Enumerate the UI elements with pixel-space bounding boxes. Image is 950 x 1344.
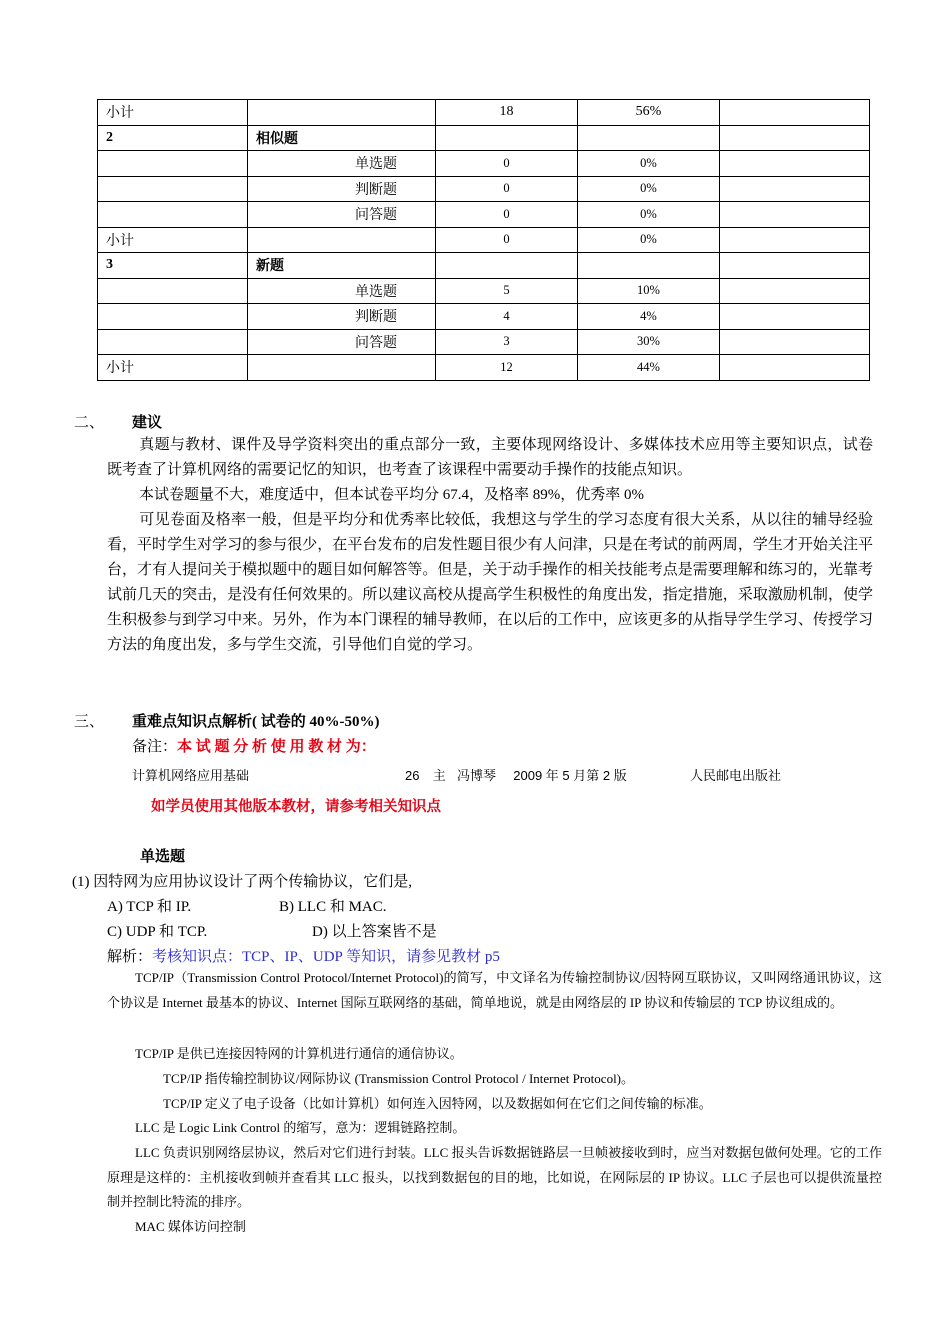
textbook-publisher: 人民邮电出版社 (690, 768, 782, 783)
table-cell-c3: 12 (436, 355, 578, 381)
table-cell-c1 (98, 202, 248, 228)
table-cell-c5 (720, 202, 870, 228)
explanation-line: TCP/IP 指传输控制协议/网际协议 (Transmission Control Protocol / Internet Protocol)。 (163, 1071, 635, 1086)
table-cell-c1 (98, 278, 248, 304)
table-section-row (98, 125, 870, 151)
paragraph-text: 本试卷题量不大，难度适中，但本试卷平均分 67.4，及格率 89%，优秀率 0% (139, 487, 644, 503)
section-3-heading (74, 710, 380, 731)
analysis-line (107, 945, 500, 966)
table-cell-c3: 5 (436, 278, 578, 304)
table-cell-c3: 4 (436, 304, 578, 330)
table-row (98, 304, 870, 330)
table-row (98, 329, 870, 355)
section-2-heading (74, 411, 162, 432)
table-cell-c4: 44% (578, 355, 720, 381)
table-cell-c1: 3 (98, 253, 248, 279)
table-cell-c1 (98, 304, 248, 330)
table-cell-c5 (720, 253, 870, 279)
note-line (132, 735, 376, 756)
table-cell-c2: 问答题 (248, 329, 436, 355)
table-cell-c5 (720, 227, 870, 253)
analysis-text: 考核知识点：TCP、IP、UDP 等知识，请参见教材 p5 (152, 949, 500, 965)
paragraph (107, 433, 873, 483)
table-cell-c2: 单选题 (248, 278, 436, 304)
table-cell-c3: 18 (436, 100, 578, 126)
table-cell-c2: 判断题 (248, 176, 436, 202)
table-cell-c5 (720, 278, 870, 304)
table-cell-c5 (720, 151, 870, 177)
table-cell-c4: 0% (578, 176, 720, 202)
table-cell-c4: 0% (578, 151, 720, 177)
table-cell-c1: 小计 (98, 100, 248, 126)
table-cell-c5 (720, 125, 870, 151)
paragraph-text: 可见卷面及格率一般，但是平均分和优秀率比较低，我想这与学生的学习态度有很大关系，从以往的辅导经验看，平时学生对学习的参与很少，在平台发布的启发性题目很少有人问津，只是在考试的前两周，学生才开始关注平台，才有人提问关于模拟题中的题目如何解答等。但是，关于动手操作的相关技能考点是需要理解和练习的，光靠考试前几天的突击，是没有任何效果的。所以建议高校从提高学生积极性的角度出发，指定措施，采取激励机制，使学生积极参与到学习中来。另外，作为本门课程的辅导教师，在以后的工作中，应该更多的从指导学生学习、传授学习方法的角度出发，多与学生交流，引导他们自觉的学习。 (107, 512, 873, 653)
table-cell-c4: 10% (578, 278, 720, 304)
textbook-meta (405, 765, 627, 784)
stats-table (97, 99, 870, 381)
explanation-text: TCP/IP（Transmission Control Protocol/Internet Protocol)的简写，中文译名为传输控制协议/因特网互联协议，又叫网络通讯协议，这个协议是 Internet 最基本的协议、Internet 国际互联网络的基础，简单地说，就是由网络层的 IP 协议和传输层的 TCP 协议组成的。 (107, 970, 882, 1010)
table-cell-c3: 0 (436, 227, 578, 253)
option-b: B) LLC 和 MAC. (279, 899, 387, 915)
textbook-num: 26 (405, 768, 420, 783)
table-cell-c2: 判断题 (248, 304, 436, 330)
textbook-edition: 2009 年 5 月第 2 版 (513, 768, 627, 783)
textbook-author: 冯博琴 (456, 768, 496, 783)
table-cell-c1 (98, 176, 248, 202)
table-cell-c3: 3 (436, 329, 578, 355)
table-cell-c3 (436, 125, 578, 151)
table-cell-c4: 0% (578, 202, 720, 228)
table-subtotal-row (98, 227, 870, 253)
paragraph (107, 508, 873, 658)
table-cell-c2: 单选题 (248, 151, 436, 177)
explanation-paragraph (107, 966, 882, 1015)
section-number: 三、 (74, 714, 105, 730)
question-type-heading: 单选题 (140, 849, 186, 865)
explanation-line: MAC 媒体访问控制 (135, 1219, 246, 1234)
table-cell-c5 (720, 329, 870, 355)
explanation-line: TCP/IP 定义了电子设备（比如计算机）如何连入因特网，以及数据如何在它们之间传输的标准。 (163, 1096, 712, 1111)
table-cell-c2: 新题 (248, 253, 436, 279)
table-section-row (98, 253, 870, 279)
option-d: D) 以上答案皆不是 (312, 924, 437, 940)
table-cell-c2: 相似题 (248, 125, 436, 151)
textbook-name: 计算机网络应用基础 (132, 768, 250, 783)
table-cell-c4: 30% (578, 329, 720, 355)
table-cell-c4: 56% (578, 100, 720, 126)
textbook-line (132, 765, 249, 784)
table-subtotal-row (98, 355, 870, 381)
table-cell-c2 (248, 355, 436, 381)
table-cell-c5 (720, 100, 870, 126)
table-cell-c2 (248, 100, 436, 126)
table-cell-c4 (578, 253, 720, 279)
option-a: A) TCP 和 IP. (107, 899, 192, 915)
table-row (98, 151, 870, 177)
table-cell-c2: 问答题 (248, 202, 436, 228)
explanation-line: TCP/IP 是供已连接因特网的计算机进行通信的通信协议。 (135, 1046, 463, 1061)
red-notice: 如学员使用其他版本教材，请参考相关知识点 (151, 799, 441, 815)
table-cell-c5 (720, 355, 870, 381)
table-cell-c4: 0% (578, 227, 720, 253)
table-cell-c3 (436, 253, 578, 279)
table-cell-c5 (720, 304, 870, 330)
paragraph (107, 483, 873, 508)
table-cell-c3: 0 (436, 151, 578, 177)
table-cell-c1: 小计 (98, 355, 248, 381)
explanation-line: LLC 是 Logic Link Control 的缩写，意为：逻辑链路控制。 (135, 1120, 466, 1135)
table-subtotal-row (98, 100, 870, 126)
explanation-paragraph (107, 1141, 882, 1215)
table-cell-c1 (98, 151, 248, 177)
table-cell-c2 (248, 227, 436, 253)
explanation-text: LLC 负责识别网络层协议，然后对它们进行封装。LLC 报头告诉数据链路层一旦帧被接收到时，应当对数据包做何处理。它的工作原理是这样的：主机接收到帧并查看其 LLC 报头，以找到数据包的目的地，比如说，在网际层的 IP 协议。LLC 子层也可以提供流量控制并控制比特流的排序。 (107, 1145, 882, 1209)
table-cell-c4: 4% (578, 304, 720, 330)
textbook-role: 主 (432, 768, 446, 783)
table-cell-c1 (98, 329, 248, 355)
paragraph-text: 真题与教材、课件及导学资料突出的重点部分一致，主要体现网络设计、多媒体技术应用等主要知识点，试卷既考查了计算机网络的需要记忆的知识，也考查了该课程中需要动手操作的技能点知识。 (107, 437, 873, 478)
table-row (98, 202, 870, 228)
table-cell-c1: 2 (98, 125, 248, 151)
section-title: 建议 (132, 415, 163, 431)
option-c: C) UDP 和 TCP. (107, 924, 208, 940)
table-row (98, 278, 870, 304)
table-cell-c1: 小计 (98, 227, 248, 253)
section-number: 二、 (74, 415, 105, 431)
table-row (98, 176, 870, 202)
note-red-text: 本 试 题 分 析 使 用 教 材 为： (177, 739, 376, 755)
table-cell-c4 (578, 125, 720, 151)
analysis-label: 解析： (107, 949, 153, 965)
question-stem: (1) 因特网为应用协议设计了两个传输协议，它们是, (72, 874, 412, 890)
section-title: 重难点知识点解析( 试卷的 40%-50%) (132, 714, 380, 730)
note-label: 备注： (132, 739, 178, 755)
table-cell-c5 (720, 176, 870, 202)
table-cell-c3: 0 (436, 202, 578, 228)
table-cell-c3: 0 (436, 176, 578, 202)
